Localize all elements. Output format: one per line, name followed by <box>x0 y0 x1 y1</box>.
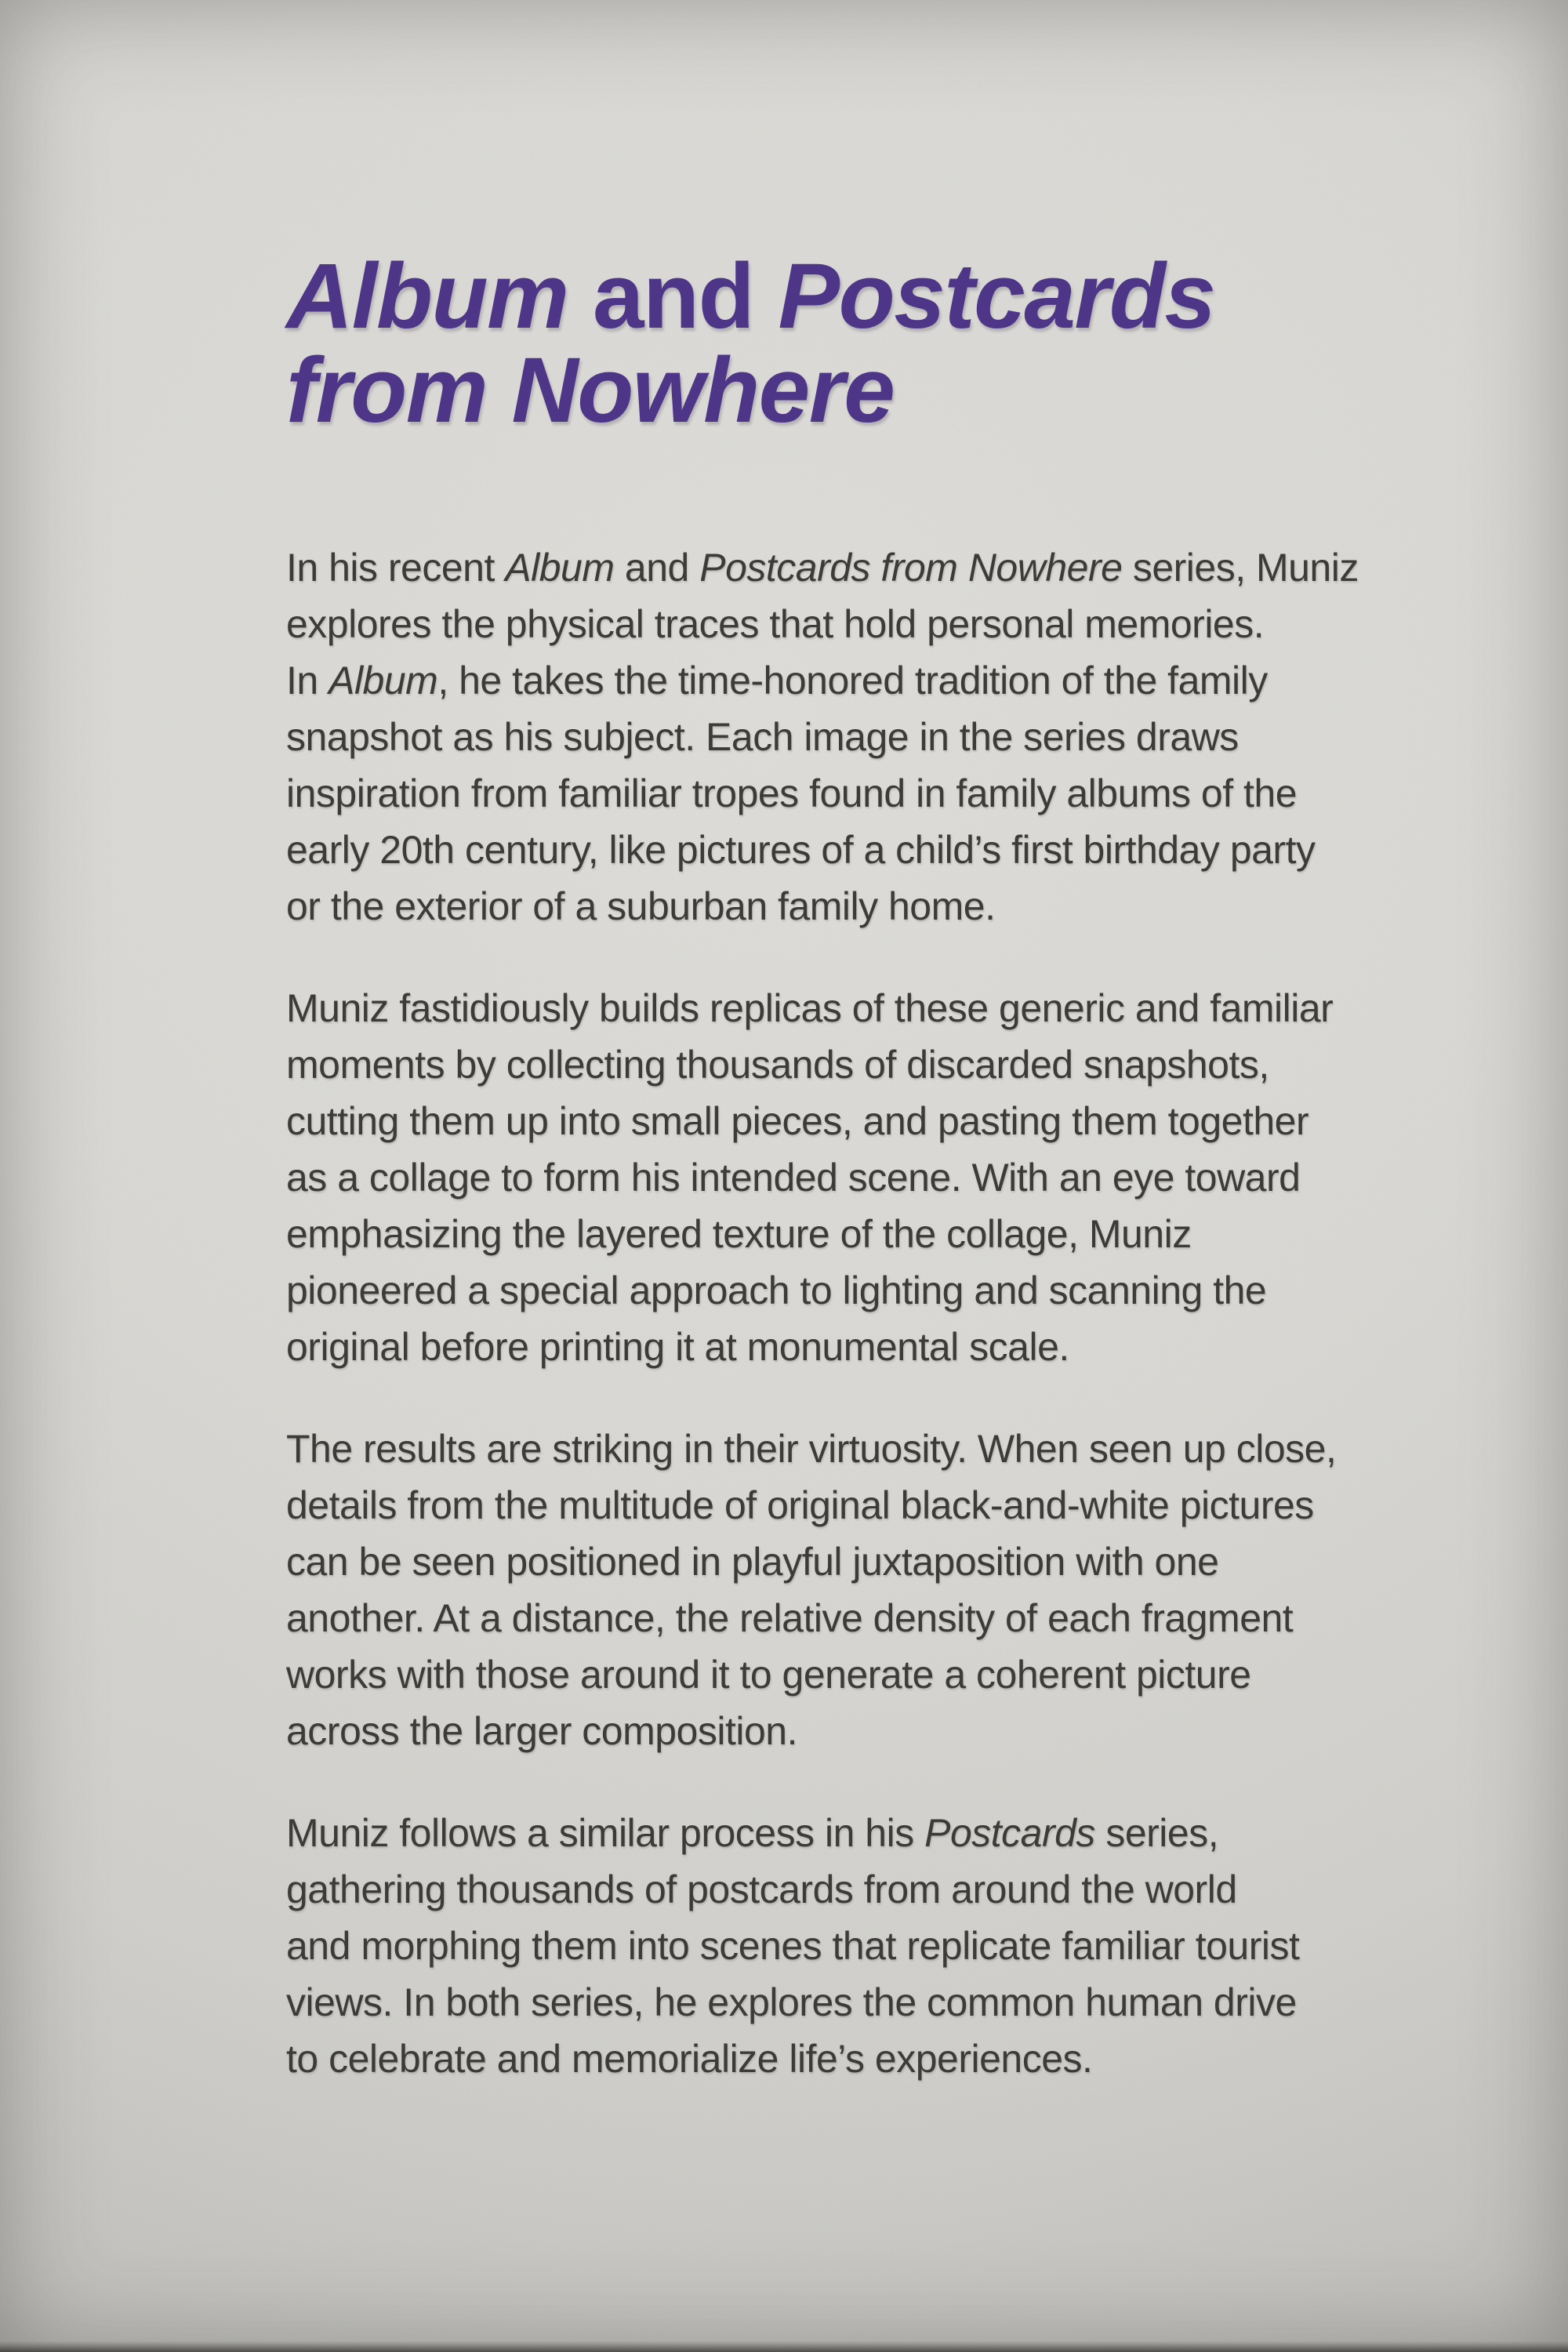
text-segment: Muniz fastidiously builds replicas of these generic and familiar <box>286 986 1334 1030</box>
text-segment: series, <box>1094 1811 1219 1855</box>
text-segment: gathering thousands of postcards from around the world <box>286 1867 1237 1911</box>
text-line <box>286 1262 1423 1319</box>
text-segment: and <box>614 546 700 590</box>
title-segment: and <box>568 245 779 348</box>
work-title-italic: Postcards from Nowhere <box>699 546 1123 590</box>
text-line <box>286 1319 1423 1375</box>
paragraph <box>286 980 1423 1375</box>
work-title-italic: Postcards <box>924 1811 1095 1855</box>
text-segment: or the exterior of a suburban family home. <box>286 884 996 928</box>
text-line <box>286 1421 1423 1477</box>
text-line <box>286 1093 1423 1149</box>
paragraph <box>286 1805 1423 2087</box>
text-line <box>286 709 1423 765</box>
text-segment: In his recent <box>286 546 506 590</box>
text-segment: Muniz follows a similar process in his <box>286 1811 925 1855</box>
text-line <box>286 1477 1423 1534</box>
text-line <box>286 539 1423 596</box>
text-segment: moments by collecting thousands of discarded snapshots, <box>286 1043 1269 1087</box>
text-segment: emphasizing the layered texture of the collage, Muniz <box>286 1212 1192 1256</box>
paragraph <box>286 1421 1423 1759</box>
text-line <box>286 1149 1423 1206</box>
text-line <box>286 1036 1423 1093</box>
text-segment: another. At a distance, the relative density of each fragment <box>286 1596 1294 1640</box>
text-line <box>286 822 1423 878</box>
text-line <box>286 1861 1423 1918</box>
text-segment: , he takes the time-honored tradition of the family <box>437 659 1268 702</box>
wall-bottom-edge <box>0 2341 1568 2352</box>
text-segment: and morphing them into scenes that replicate familiar tourist <box>286 1924 1300 1968</box>
text-segment: can be seen positioned in playful juxtaposition with one <box>286 1540 1219 1584</box>
text-segment: explores the physical traces that hold personal memories. <box>286 602 1265 646</box>
wall-text-body <box>286 539 1423 2087</box>
text-line <box>286 596 1423 652</box>
wall-text-panel <box>286 245 1423 2087</box>
text-line <box>286 878 1423 935</box>
text-line <box>286 2031 1423 2087</box>
text-segment: details from the multitude of original black-and-white pictures <box>286 1483 1314 1527</box>
text-line <box>286 245 1423 348</box>
text-segment: series, Muniz <box>1122 546 1359 590</box>
text-segment: In <box>286 659 329 702</box>
text-line <box>286 1534 1423 1590</box>
text-segment: inspiration from familiar tropes found in family albums of the <box>286 771 1298 815</box>
text-line <box>286 765 1423 822</box>
text-line <box>286 1974 1423 2031</box>
text-line <box>286 339 1423 442</box>
text-line <box>286 980 1423 1036</box>
work-title-italic: Postcards <box>778 245 1215 348</box>
text-line <box>286 1703 1423 1759</box>
text-segment: cutting them up into small pieces, and pasting them together <box>286 1099 1309 1143</box>
text-line <box>286 1805 1423 1861</box>
text-segment: to celebrate and memorialize life’s experiences. <box>286 2037 1093 2081</box>
work-title-italic: Album <box>328 659 438 702</box>
text-segment: works with those around it to generate a coherent picture <box>286 1653 1251 1697</box>
text-line <box>286 1646 1423 1703</box>
text-line <box>286 1206 1423 1262</box>
work-title-italic: Album <box>286 245 568 348</box>
text-segment: The results are striking in their virtuosity. When seen up close, <box>286 1427 1337 1471</box>
text-line <box>286 1918 1423 1974</box>
text-segment: snapshot as his subject. Each image in the series draws <box>286 715 1239 759</box>
text-line <box>286 652 1423 709</box>
text-line <box>286 1590 1423 1646</box>
text-segment: as a collage to form his intended scene. With an eye toward <box>286 1156 1301 1200</box>
text-segment: views. In both series, he explores the common human drive <box>286 1980 1297 2024</box>
paragraph <box>286 539 1423 935</box>
exhibition-title <box>286 245 1423 442</box>
text-segment: early 20th century, like pictures of a child’s first birthday party <box>286 828 1316 872</box>
work-title-italic: Album <box>505 546 615 590</box>
text-segment: across the larger composition. <box>286 1709 797 1753</box>
text-segment: pioneered a special approach to lighting and scanning the <box>286 1269 1267 1312</box>
work-title-italic: from Nowhere <box>286 339 895 442</box>
text-segment: original before printing it at monumental scale. <box>286 1325 1069 1369</box>
